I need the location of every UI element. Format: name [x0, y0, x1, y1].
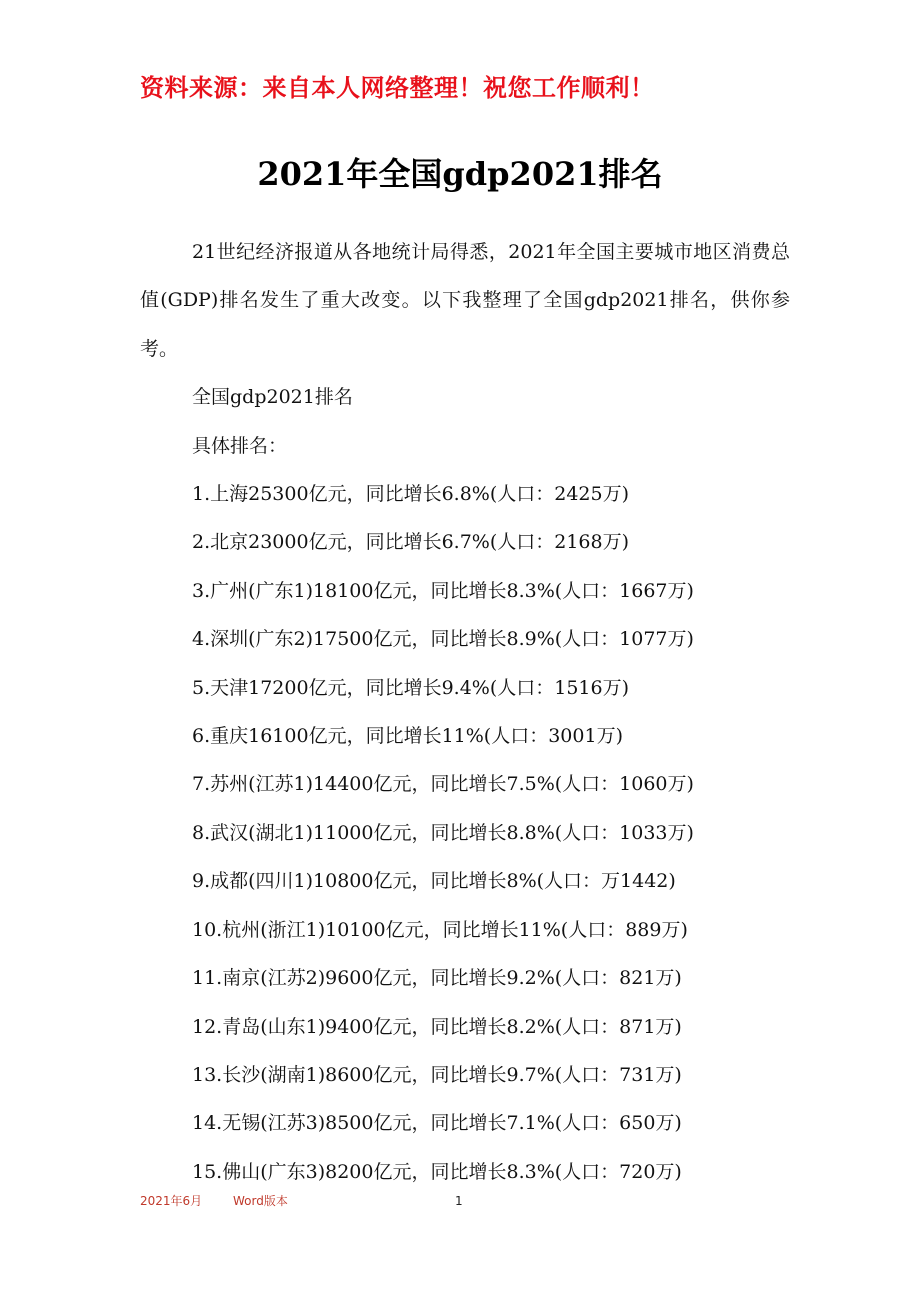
ranking-item: 3.广州(广东1)18100亿元，同比增长8.3%(人口：1667万)	[192, 579, 694, 602]
ranking-item: 11.南京(江苏2)9600亿元，同比增长9.2%(人口：821万)	[192, 967, 682, 990]
intro-paragraph: 21世纪经济报道从各地统计局得悉，2021年全国主要城市地区消费总值(GDP)排名发生了重大改变。以下我整理了全国gdp2021排名，供你参考。	[140, 241, 790, 360]
document-body	[140, 228, 790, 1196]
ranking-item: 1.上海25300亿元，同比增长6.8%(人口：2425万)	[192, 483, 630, 506]
ranking-item: 4.深圳(广东2)17500亿元，同比增长8.9%(人口：1077万)	[192, 628, 694, 651]
ranking-item: 8.武汉(湖北1)11000亿元，同比增长8.8%(人口：1033万)	[192, 821, 694, 844]
ranking-item: 9.成都(四川1)10800亿元，同比增长8%(人口：万1442)	[192, 870, 676, 893]
ranking-item: 5.天津17200亿元，同比增长9.4%(人口：1516万)	[192, 676, 630, 699]
page-number: 1	[455, 1194, 463, 1208]
ranking-item: 13.长沙(湖南1)8600亿元，同比增长9.7%(人口：731万)	[192, 1063, 682, 1086]
ranking-item: 12.青岛(山东1)9400亿元，同比增长8.2%(人口：871万)	[192, 1015, 682, 1038]
ranking-item: 7.苏州(江苏1)14400亿元，同比增长7.5%(人口：1060万)	[192, 773, 694, 796]
section-heading: 全国gdp2021排名	[192, 386, 353, 409]
ranking-item: 14.无锡(江苏3)8500亿元，同比增长7.1%(人口：650万)	[192, 1112, 682, 1135]
ranking-item: 6.重庆16100亿元，同比增长11%(人口：3001万)	[192, 725, 623, 748]
ranking-item: 10.杭州(浙江1)10100亿元，同比增长11%(人口：889万)	[192, 918, 688, 941]
source-banner: 资料来源：来自本人网络整理！祝您工作顺利！	[140, 74, 655, 102]
footer-date: 2021年6月	[140, 1194, 203, 1208]
ranking-list	[140, 470, 790, 1196]
document-title: 2021年全国gdp2021排名	[257, 155, 663, 193]
subheading: 具体排名：	[192, 434, 288, 457]
footer-version: Word版本	[233, 1194, 288, 1208]
ranking-item: 15.佛山(广东3)8200亿元，同比增长8.3%(人口：720万)	[192, 1160, 682, 1183]
ranking-item: 2.北京23000亿元，同比增长6.7%(人口：2168万)	[192, 531, 630, 554]
